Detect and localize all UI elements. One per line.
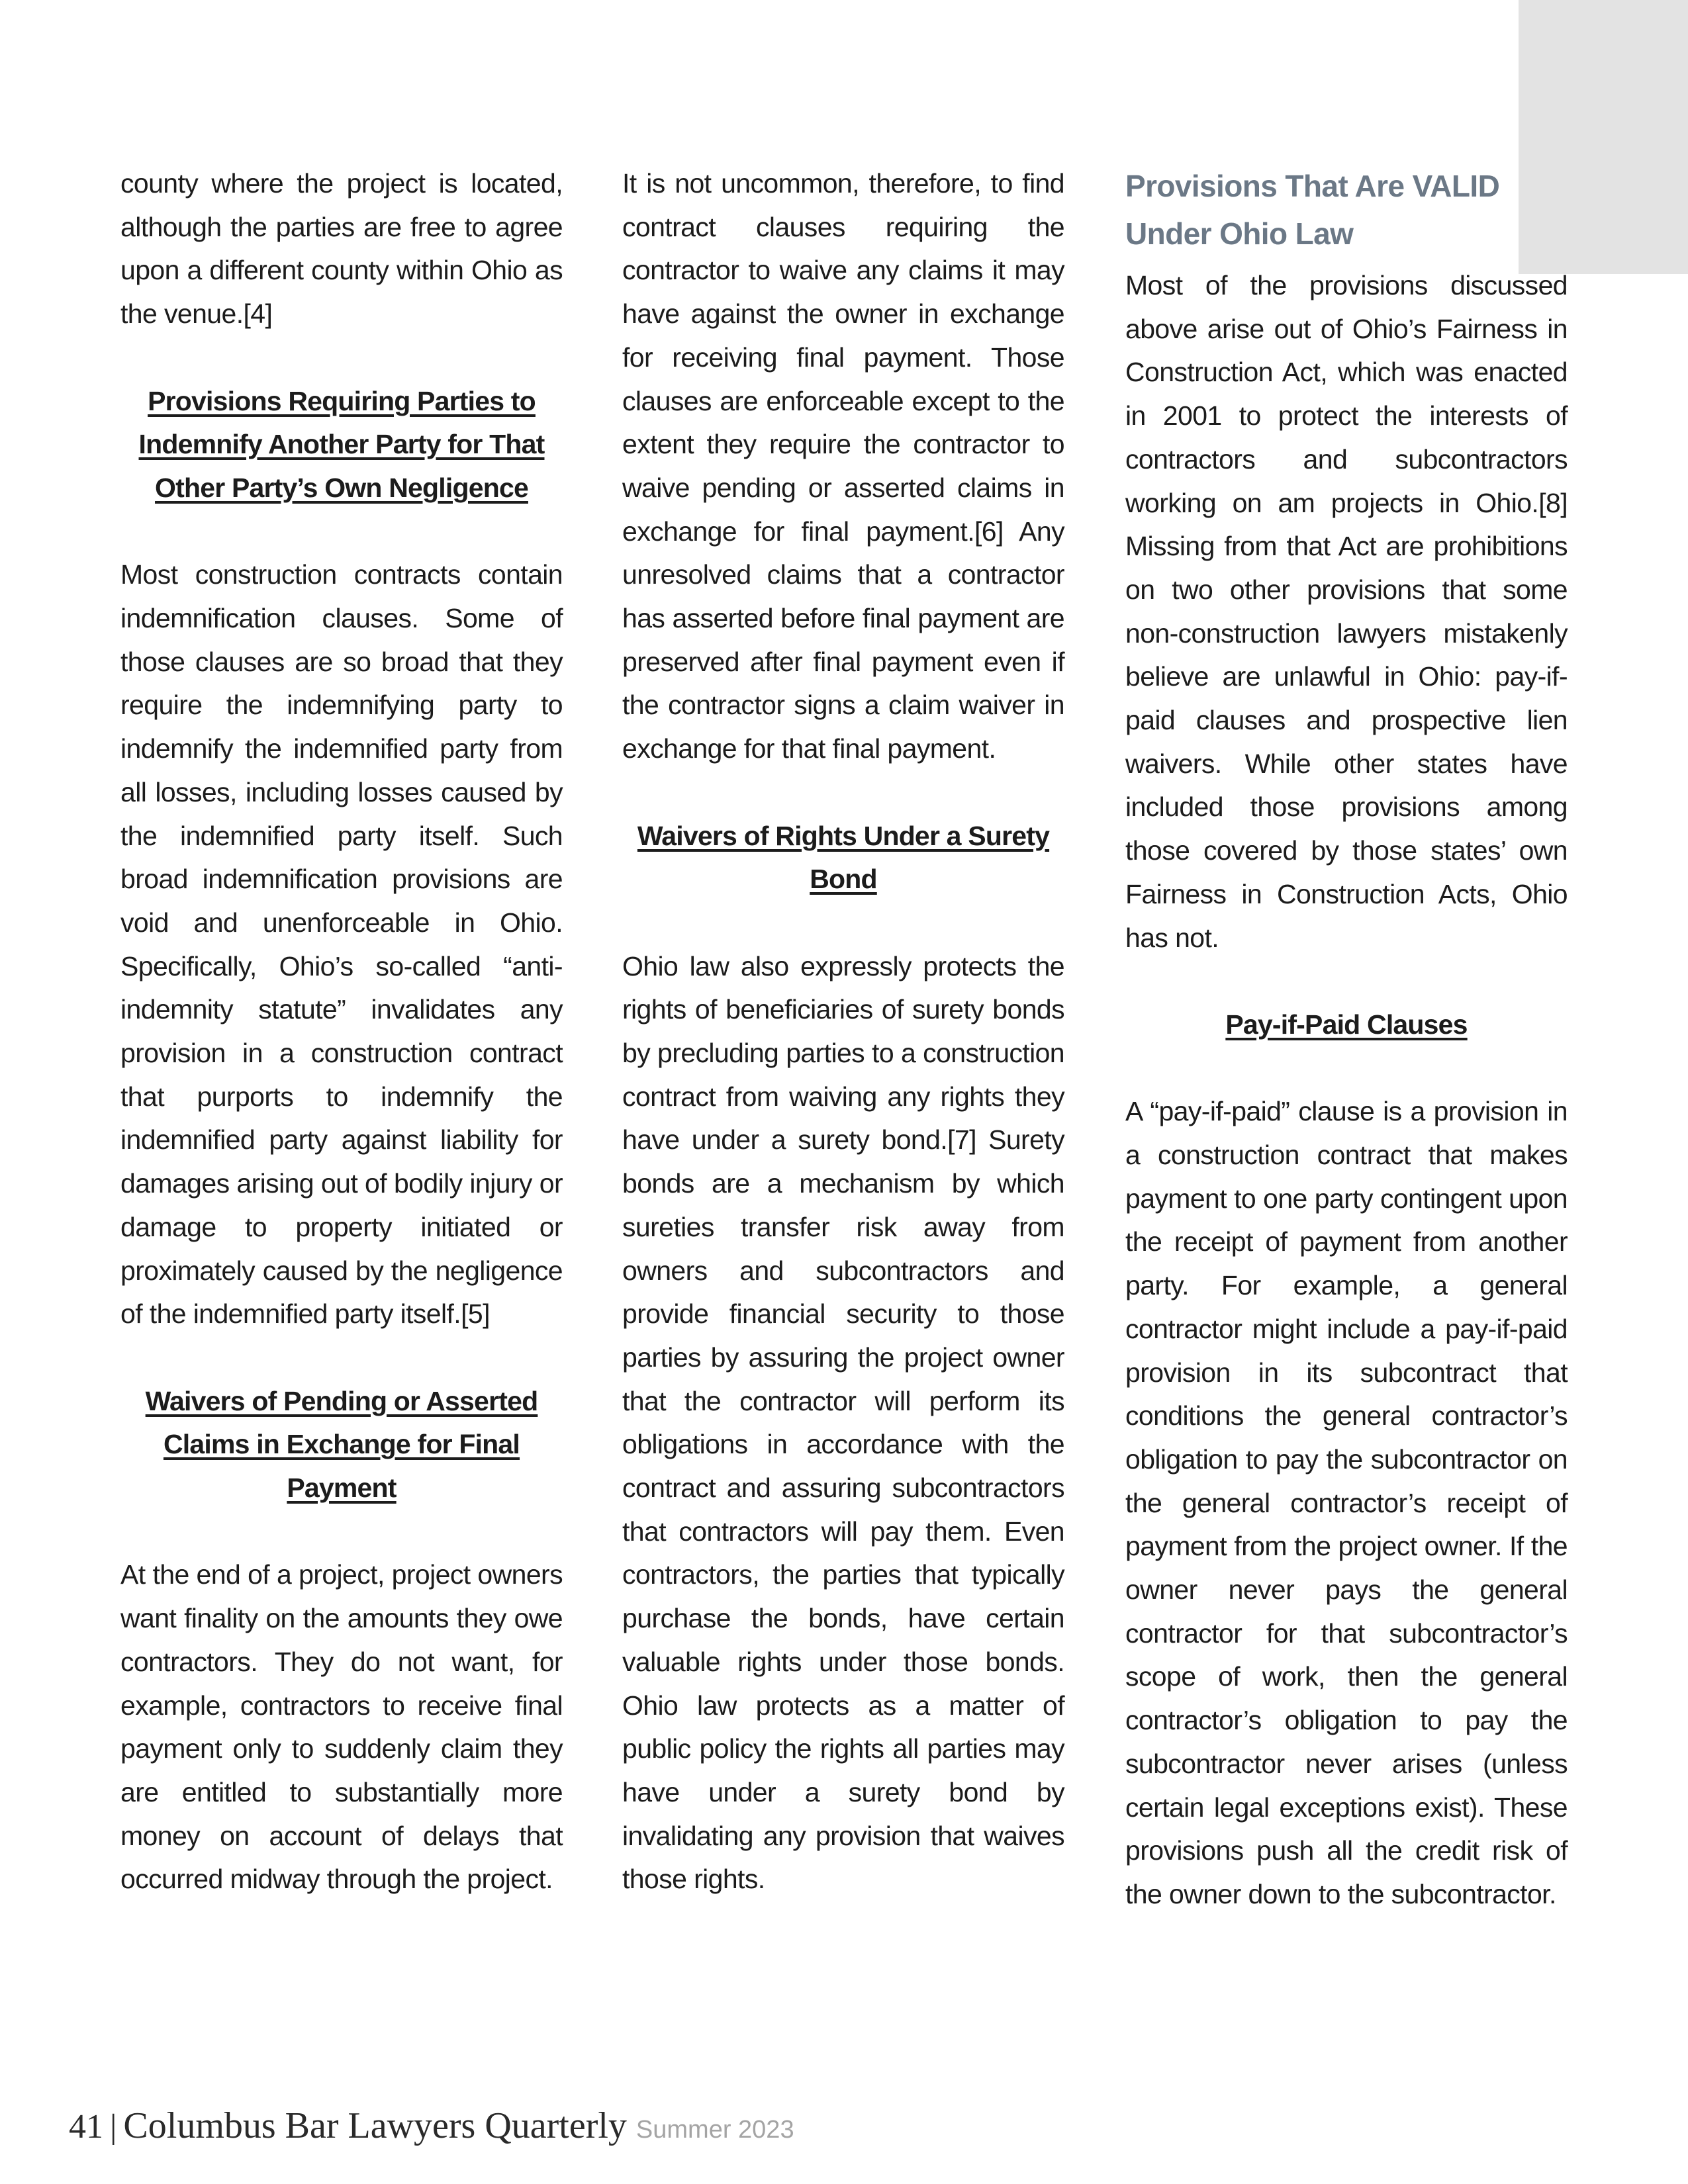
paragraph-indemnification: Most construction contracts contain indemnification clauses. Some of those clauses are so broad that they require the indemnifying party to indemnify the indemnified party from all losses, including losses caused by the indemnified party itself. Such broad indemnification provisions are void and unenforceable in Ohio. Specifically, Ohio’s so-called “anti-indemnity statute” invalidates any provision in a construction contract that purports to indemnify the indemnified party against liability for damages arising out of bodily injury or damage to property initiated or proximately caused by the negligence of the indemnified party itself.[5] [120, 559, 563, 1330]
publication-title: Columbus Bar Lawyers Quarterly [123, 2105, 627, 2146]
footer-separator: | [110, 2108, 117, 2146]
section-heading-pay-if-paid: Pay-if-Paid Clauses [1225, 1009, 1468, 1040]
section-heading-waivers-claims: Waivers of Pending or Asserted Claims in Exchange for Final Payment [145, 1385, 538, 1504]
section-heading-indemnify: Provisions Requiring Parties to Indemnify Another Party for That Other Party’s Own Negligence [138, 385, 545, 503]
page-footer [69, 2105, 794, 2147]
section-heading-surety-bond: Waivers of Rights Under a Surety Bond [637, 820, 1050, 895]
paragraph-venue-intro: county where the project is located, although the parties are free to agree upon a different county within Ohio as the venue.[4] [120, 168, 563, 330]
paragraph-final-payment-waivers: It is not uncommon, therefore, to find contract clauses requiring the contractor to waive any claims it may have against the owner in exchange for receiving final payment. Those clauses are enforceable except to the extent they require the contractor to waive pending or asserted claims in exchange for final payment.[6] Any unresolved claims that a contractor has asserted before final payment are preserved after final payment even if the contractor signs a claim waiver in exchange for that final payment. [622, 168, 1064, 764]
page-number: 41 [69, 2108, 103, 2146]
paragraph-finality: At the end of a project, project owners want finality on the amounts they owe contractors. They do not want, for example, contractors to receive final payment only to suddenly claim they are entitled to substantially more money on account of delays that occurred midway through the project. [120, 1559, 563, 1895]
paragraph-fairness-act: Most of the provisions discussed above arise out of Ohio’s Fairness in Construction Act, which was enacted in 2001 to protect the interests of contractors and subcontractors working on am projects in Ohio.[8] Missing from that Act are prohibitions on two other provisions that some non-construction lawyers mistakenly believe are unlawful in Ohio: pay-if-paid clauses and prospective lien waivers. While other states have included those provisions among those covered by those states’ own Fairness in Construction Acts, Ohio has not. [1125, 270, 1568, 953]
issue-label: Summer 2023 [635, 2116, 794, 2144]
article-column-2 [622, 162, 1064, 1901]
paragraph-surety-bond: Ohio law also expressly protects the rights of beneficiaries of surety bonds by precluding parties to a construction contract from waiving any rights they have under a surety bond.[7] Surety bonds are a mechanism by which sureties transfer risk away from owners and subcontractors and provide financial security to those parties by assuring the project owner that the contractor will perform its obligations in accordance with the contract and assuring subcontractors that contractors will pay them. Even contractors, the parties that typically purchase the bonds, have certain valuable rights under those bonds. Ohio law protects as a matter of public policy the rights all parties may have under a surety bond by invalidating any provision that waives those rights. [622, 950, 1064, 1895]
article-column-1 [120, 162, 563, 1901]
section-heading-valid-provisions: Provisions That Are VALID Under Ohio Law [1125, 169, 1500, 251]
article-column-3 [1125, 162, 1568, 1917]
paragraph-pay-if-paid: A “pay-if-paid” clause is a provision in a construction contract that makes payment to one party contingent upon the receipt of payment from another party. For example, a general contractor might include a pay-if-paid provision in its subcontract that conditions the general contractor’s obligation to pay the subcontractor on the general contractor’s receipt of payment from the project owner. If the owner never pays the general contractor for that subcontractor’s scope of work, then the general contractor’s obligation to pay the subcontractor never arises (unless certain legal exceptions exist). These provisions push all the credit risk of the owner down to the subcontractor. [1125, 1096, 1568, 1909]
